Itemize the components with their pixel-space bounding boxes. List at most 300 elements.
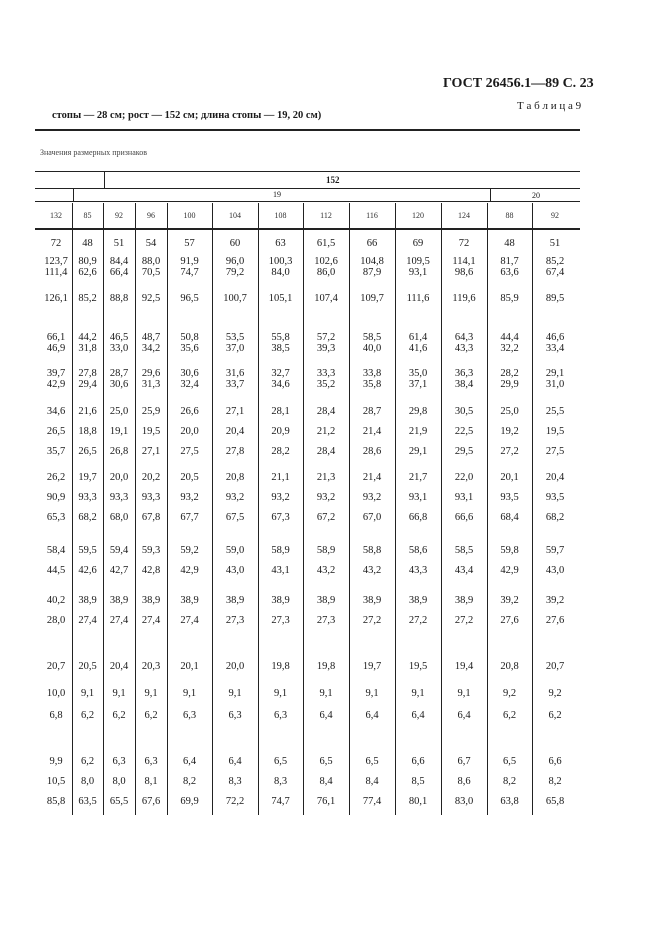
table-cell: 89,5: [545, 293, 565, 304]
table-cell: 65,5: [109, 796, 129, 807]
table-cell: 28,7 30,6: [109, 368, 129, 390]
table-cell: 6,3: [182, 710, 197, 721]
table-cell: 21,3: [316, 472, 336, 483]
table-cell: 6,6: [411, 756, 425, 767]
table-cell: 93,1: [454, 492, 474, 503]
table-cell: 8,6: [457, 776, 471, 787]
table-cell: 18,8: [78, 426, 97, 437]
table-cell: 85,9: [500, 293, 519, 304]
table-cell: 43,4: [454, 565, 474, 576]
table-cell: 21,4: [362, 472, 382, 483]
table-cell: 72: [50, 238, 62, 249]
table-cell: 6,4: [228, 756, 242, 767]
table-cell: 9,1: [144, 688, 158, 699]
table-cell: 55,8 38,5: [271, 332, 290, 354]
table-cell: 19,5: [408, 661, 428, 672]
table-cell: 68,4: [500, 512, 519, 523]
table-cell: 60: [229, 238, 241, 249]
table-cell: 42,7: [109, 565, 129, 576]
table-cell: 6,2: [502, 710, 517, 721]
table-cell: 39,2: [545, 595, 565, 606]
table-cell: 80,1: [408, 796, 428, 807]
table-cell: 6,2: [112, 710, 126, 721]
table-cell: 58,9: [271, 545, 290, 556]
table-cell: 20,2: [141, 472, 161, 483]
table-cell: 43,0: [545, 565, 565, 576]
table-cell: 9,1: [182, 688, 197, 699]
height-group-label: 152: [326, 175, 340, 185]
table-cell: 6,6: [548, 756, 562, 767]
table-cell: 119,6: [452, 293, 476, 304]
table-cell: 10,5: [46, 776, 66, 787]
table-cell: 93,3: [78, 492, 97, 503]
table-cell: 26,5: [46, 426, 66, 437]
table-cell: 8,0: [112, 776, 126, 787]
table-cell: 8,2: [182, 776, 197, 787]
table-cell: 72,2: [225, 796, 245, 807]
table-cell: 40,2: [46, 595, 66, 606]
table-cell: 61,5: [316, 238, 336, 249]
table-cell: 28,1: [271, 406, 290, 417]
table-cell: 44,4 32,2: [500, 332, 519, 354]
header-bottom-rule: [35, 228, 580, 230]
table-cell: 26,2: [46, 472, 66, 483]
table-cell: 58,9: [316, 545, 336, 556]
table-cell: 9,2: [548, 688, 562, 699]
table-cell: 27,4: [141, 615, 161, 626]
table-cell: 59,7: [545, 545, 565, 556]
table-cell: 85,2: [78, 293, 97, 304]
table-cell: 90,9: [46, 492, 66, 503]
table-cell: 19,5: [141, 426, 161, 437]
table-cell: 8,1: [144, 776, 158, 787]
table-cell: 6,2: [144, 710, 158, 721]
table-cell: 6,5: [319, 756, 333, 767]
table-cell: 28,2 29,9: [500, 368, 519, 390]
table-cell: 67,7: [180, 512, 199, 523]
table-cell: 20,4: [225, 426, 245, 437]
table-cell: 59,4: [109, 545, 129, 556]
table-cell: 26,6: [180, 406, 199, 417]
table-cell: 27,2: [362, 615, 382, 626]
table-cell: 20,4: [109, 661, 129, 672]
table-cell: 6,2: [80, 756, 95, 767]
table-cell: 20,7: [545, 661, 565, 672]
table-cell: 27,4: [180, 615, 199, 626]
table-cell: 38,9: [362, 595, 382, 606]
table-cell: 126,1: [44, 293, 68, 304]
table-cell: 27,6: [500, 615, 519, 626]
table-cell: 42,6: [78, 565, 97, 576]
table-cell: 20,5: [180, 472, 199, 483]
table-cell: 21,6: [78, 406, 97, 417]
table-cell: 25,5: [545, 406, 565, 417]
table-cell: 8,4: [319, 776, 333, 787]
column-header: 112: [320, 211, 332, 220]
table-cell: 25,0: [109, 406, 129, 417]
table-cell: 21,4: [362, 426, 382, 437]
table-cell: 27,4: [109, 615, 129, 626]
table-cell: 30,5: [454, 406, 474, 417]
table-cell: 6,4: [319, 710, 333, 721]
table-cell: 42,9: [500, 565, 519, 576]
table-cell: 80,9 62,6: [78, 256, 97, 278]
table-cell: 104,8 87,9: [360, 256, 384, 278]
table-cell: 8,2: [502, 776, 517, 787]
table-cell: 88,0 70,5: [141, 256, 161, 278]
column-header: 116: [366, 211, 378, 220]
table-cell: 27,1: [225, 406, 245, 417]
table-cell: 35,0 37,1: [408, 368, 428, 390]
table-cell: 19,7: [78, 472, 97, 483]
table-cell: 27,3: [316, 615, 336, 626]
table-cell: 29,6 31,3: [141, 368, 161, 390]
table-cell: 93,3: [109, 492, 129, 503]
table-cell: 8,3: [273, 776, 288, 787]
table-cell: 20,8: [500, 661, 519, 672]
table-cell: 92,5: [141, 293, 161, 304]
table-cell: 19,1: [109, 426, 129, 437]
table-cell: 6,3: [273, 710, 288, 721]
table-cell: 29,1: [408, 446, 428, 457]
table-cell: 9,1: [112, 688, 126, 699]
table-cell: 58,5: [454, 545, 474, 556]
table-cell: 77,4: [362, 796, 382, 807]
table-cell: 67,2: [316, 512, 336, 523]
table-cell: 29,5: [454, 446, 474, 457]
table-cell: 66: [366, 238, 378, 249]
table-cell: 29,1 31,0: [545, 368, 565, 390]
table-cell: 43,0: [225, 565, 245, 576]
standard-reference: ГОСТ 26456.1—89 С. 23: [443, 76, 594, 91]
table-cell: 63: [275, 238, 286, 249]
table-cell: 9,1: [80, 688, 95, 699]
table-cell: 22,5: [454, 426, 474, 437]
table-cell: 105,1: [268, 293, 293, 304]
table-cell: 6,5: [365, 756, 379, 767]
table-cell: 83,0: [454, 796, 474, 807]
table-cell: 9,1: [411, 688, 425, 699]
table-cell: 69: [412, 238, 424, 249]
table-cell: 19,7: [362, 661, 382, 672]
table-cell: 65,3: [46, 512, 66, 523]
column-header: 132: [50, 211, 62, 220]
table-cell: 38,9: [225, 595, 245, 606]
table-cell: 29,8: [408, 406, 428, 417]
table-cell: 10,0: [46, 688, 66, 699]
table-cell: 43,3: [408, 565, 428, 576]
table-cell: 42,8: [141, 565, 161, 576]
table-cell: 91,9 74,7: [180, 256, 199, 278]
table-cell: 20,1: [500, 472, 519, 483]
table-cell: 58,4: [46, 545, 66, 556]
table-cell: 61,4 41,6: [408, 332, 428, 354]
table-cell: 123,7 111,4: [44, 256, 68, 278]
table-cell: 66,1 46,9: [46, 332, 66, 354]
table-cell: 38,9: [109, 595, 129, 606]
table-cell: 109,7: [360, 293, 384, 304]
table-cell: 20,0: [225, 661, 245, 672]
table-cell: 26,5: [78, 446, 97, 457]
table-cell: 6,4: [411, 710, 425, 721]
table-cell: 68,2: [78, 512, 97, 523]
column-header: 104: [229, 211, 241, 220]
table-cell: 20,0: [109, 472, 129, 483]
table-cell: 30,6 32,4: [180, 368, 199, 390]
table-cell: 100,3 84,0: [268, 256, 293, 278]
column-header: 100: [183, 211, 196, 220]
table-cell: 38,9: [78, 595, 97, 606]
table-cell: 53,5 37,0: [225, 332, 245, 354]
table-cell: 6,4: [182, 756, 197, 767]
table-cell: 63,5: [78, 796, 97, 807]
table-cell: 33,8 35,8: [362, 368, 382, 390]
table-cell: 9,1: [228, 688, 242, 699]
table-cell: 59,3: [141, 545, 161, 556]
table-cell: 93,5: [500, 492, 519, 503]
table-subtitle: Значения размерных признаков: [40, 148, 148, 157]
table-cell: 57: [184, 238, 195, 249]
table-cell: 39,7 42,9: [46, 368, 66, 390]
table-cell: 9,9: [49, 756, 63, 767]
table-label: Т а б л и ц а 9: [517, 100, 582, 112]
column-header: 108: [274, 211, 287, 220]
table-cell: 38,9: [316, 595, 336, 606]
table-cell: 43,1: [271, 565, 290, 576]
table-cell: 93,1: [408, 492, 428, 503]
table-cell: 27,2: [408, 615, 428, 626]
table-cell: 8,2: [548, 776, 562, 787]
column-header: 88: [505, 211, 514, 220]
table-cell: 20,1: [180, 661, 199, 672]
table-cell: 20,7: [46, 661, 66, 672]
table-cell: 38,9: [180, 595, 199, 606]
table-cell: 27,1: [141, 446, 161, 457]
table-cell: 84,4 66,4: [109, 256, 129, 278]
table-top-rule: [35, 171, 580, 172]
table-cell: 81,7 63,6: [500, 256, 519, 278]
table-cell: 93,5: [545, 492, 565, 503]
table-caption: стопы — 28 см; рост — 152 см; длина стопы — 19, 20 см): [52, 110, 322, 121]
table-cell: 43,2: [362, 565, 382, 576]
table-cell: 8,3: [228, 776, 242, 787]
table-cell: 57,2 39,3: [316, 332, 336, 354]
table-cell: 6,2: [548, 710, 562, 721]
table-cell: 20,0: [180, 426, 199, 437]
table-cell: 27,3: [271, 615, 290, 626]
table-cell: 6,4: [365, 710, 379, 721]
table-cell: 27,2: [454, 615, 474, 626]
column-header: 96: [147, 211, 155, 220]
table-cell: 27,2: [500, 446, 519, 457]
table-cell: 38,9: [271, 595, 290, 606]
table-cell: 6,5: [502, 756, 517, 767]
table-cell: 27,6: [545, 615, 565, 626]
table-cell: 100,7: [223, 293, 247, 304]
table-cell: 50,8 35,6: [180, 332, 199, 354]
header-divider: [73, 189, 74, 201]
table-cell: 21,9: [408, 426, 428, 437]
table-cell: 9,1: [273, 688, 288, 699]
table-cell: 88,8: [109, 293, 129, 304]
table-cell: 59,5: [78, 545, 97, 556]
table-cell: 8,5: [411, 776, 425, 787]
table-cell: 93,2: [271, 492, 290, 503]
table-cell: 22,0: [454, 472, 474, 483]
table-cell: 93,2: [180, 492, 199, 503]
table-cell: 59,2: [180, 545, 199, 556]
table-cell: 6,2: [80, 710, 95, 721]
table-cell: 9,2: [502, 688, 517, 699]
table-cell: 42,9: [180, 565, 199, 576]
table-cell: 28,7: [362, 406, 382, 417]
table-cell: 58,6: [408, 545, 428, 556]
table-cell: 93,2: [225, 492, 245, 503]
table-cell: 64,3 43,3: [454, 332, 474, 354]
foot-group-20-label: 20: [532, 191, 540, 200]
caption-rule: [35, 129, 580, 131]
header-divider: [104, 172, 105, 188]
table-cell: 6,3: [112, 756, 126, 767]
header-divider: [490, 189, 491, 201]
table-cell: 46,6 33,4: [545, 332, 565, 354]
table-cell: 96,5: [180, 293, 199, 304]
table-cell: 107,4: [314, 293, 338, 304]
table-cell: 20,4: [545, 472, 565, 483]
table-cell: 33,3 35,2: [316, 368, 336, 390]
table-cell: 43,2: [316, 565, 336, 576]
table-cell: 48: [82, 238, 93, 249]
table-cell: 21,1: [271, 472, 290, 483]
header-rule: [35, 188, 580, 189]
table-cell: 96,0 79,2: [225, 256, 245, 278]
table-cell: 39,2: [500, 595, 519, 606]
table-cell: 21,7: [408, 472, 428, 483]
table-cell: 28,4: [316, 446, 336, 457]
table-cell: 20,5: [78, 661, 97, 672]
column-header: 124: [458, 211, 470, 220]
table-cell: 27,5: [180, 446, 199, 457]
table-cell: 51: [549, 238, 561, 249]
table-cell: 6,4: [457, 710, 471, 721]
table-cell: 21,2: [316, 426, 336, 437]
table-cell: 20,3: [141, 661, 161, 672]
table-cell: 85,2 67,4: [545, 256, 565, 278]
column-header: 92: [551, 211, 559, 220]
table-cell: 9,1: [319, 688, 333, 699]
table-cell: 9,1: [365, 688, 379, 699]
table-cell: 31,6 33,7: [225, 368, 245, 390]
table-cell: 6,8: [49, 710, 63, 721]
table-cell: 19,5: [545, 426, 565, 437]
table-cell: 38,9: [141, 595, 161, 606]
table-cell: 85,8: [46, 796, 66, 807]
table-cell: 8,0: [80, 776, 95, 787]
table-cell: 19,8: [271, 661, 290, 672]
table-cell: 27,8 29,4: [78, 368, 97, 390]
table-cell: 27,4: [78, 615, 97, 626]
table-cell: 6,5: [273, 756, 288, 767]
table-cell: 32,7 34,6: [271, 368, 290, 390]
table-cell: 19,4: [454, 661, 474, 672]
table-cell: 59,0: [225, 545, 245, 556]
table-cell: 65,8: [545, 796, 565, 807]
table-cell: 25,0: [500, 406, 519, 417]
table-cell: 67,3: [271, 512, 290, 523]
table-cell: 44,5: [46, 565, 66, 576]
table-cell: 28,2: [271, 446, 290, 457]
table-cell: 51: [113, 238, 125, 249]
table-cell: 102,6 86,0: [314, 256, 338, 278]
table-cell: 111,6: [406, 293, 430, 304]
table-cell: 38,9: [408, 595, 428, 606]
table-cell: 27,8: [225, 446, 245, 457]
table-cell: 93,2: [316, 492, 336, 503]
table-cell: 28,4: [316, 406, 336, 417]
table-cell: 38,9: [454, 595, 474, 606]
table-cell: 93,3: [141, 492, 161, 503]
table-cell: 44,2 31,8: [78, 332, 97, 354]
table-cell: 93,2: [362, 492, 382, 503]
table-cell: 67,5: [225, 512, 245, 523]
table-cell: 19,8: [316, 661, 336, 672]
column-header: 85: [83, 211, 92, 220]
table-cell: 66,8: [408, 512, 428, 523]
table-cell: 67,6: [141, 796, 161, 807]
table-cell: 28,0: [46, 615, 66, 626]
table-cell: 27,5: [545, 446, 565, 457]
table-cell: 66,6: [454, 512, 474, 523]
table-cell: 34,6: [46, 406, 66, 417]
table-cell: 67,8: [141, 512, 161, 523]
table-cell: 59,8: [500, 545, 519, 556]
table-cell: 72: [458, 238, 470, 249]
table-cell: 48: [504, 238, 515, 249]
table-cell: 8,4: [365, 776, 379, 787]
table-cell: 76,1: [316, 796, 336, 807]
table-cell: 114,1 98,6: [452, 256, 476, 278]
column-header: 120: [412, 211, 424, 220]
table-cell: 6,3: [228, 710, 242, 721]
table-cell: 67,0: [362, 512, 382, 523]
table-cell: 46,5 33,0: [109, 332, 129, 354]
table-cell: 74,7: [271, 796, 290, 807]
table-cell: 26,8: [109, 446, 129, 457]
table-cell: 19,2: [500, 426, 519, 437]
table-cell: 35,7: [46, 446, 66, 457]
table-cell: 68,2: [545, 512, 565, 523]
table-cell: 58,8: [362, 545, 382, 556]
table-cell: 48,7 34,2: [141, 332, 161, 354]
table-cell: 20,8: [225, 472, 245, 483]
table-cell: 69,9: [180, 796, 199, 807]
table-cell: 109,5 93,1: [406, 256, 430, 278]
table-cell: 27,3: [225, 615, 245, 626]
foot-group-19-label: 19: [273, 190, 281, 199]
table-cell: 68,0: [109, 512, 129, 523]
table-cell: 20,9: [271, 426, 290, 437]
table-cell: 6,7: [457, 756, 471, 767]
table-cell: 28,6: [362, 446, 382, 457]
column-header: 92: [115, 211, 123, 220]
table-cell: 36,3 38,4: [454, 368, 474, 390]
table-cell: 25,9: [141, 406, 161, 417]
table-cell: 63,8: [500, 796, 519, 807]
header-rule: [35, 201, 580, 202]
table-cell: 58,5 40,0: [362, 332, 382, 354]
table-cell: 54: [145, 238, 157, 249]
table-cell: 9,1: [457, 688, 471, 699]
